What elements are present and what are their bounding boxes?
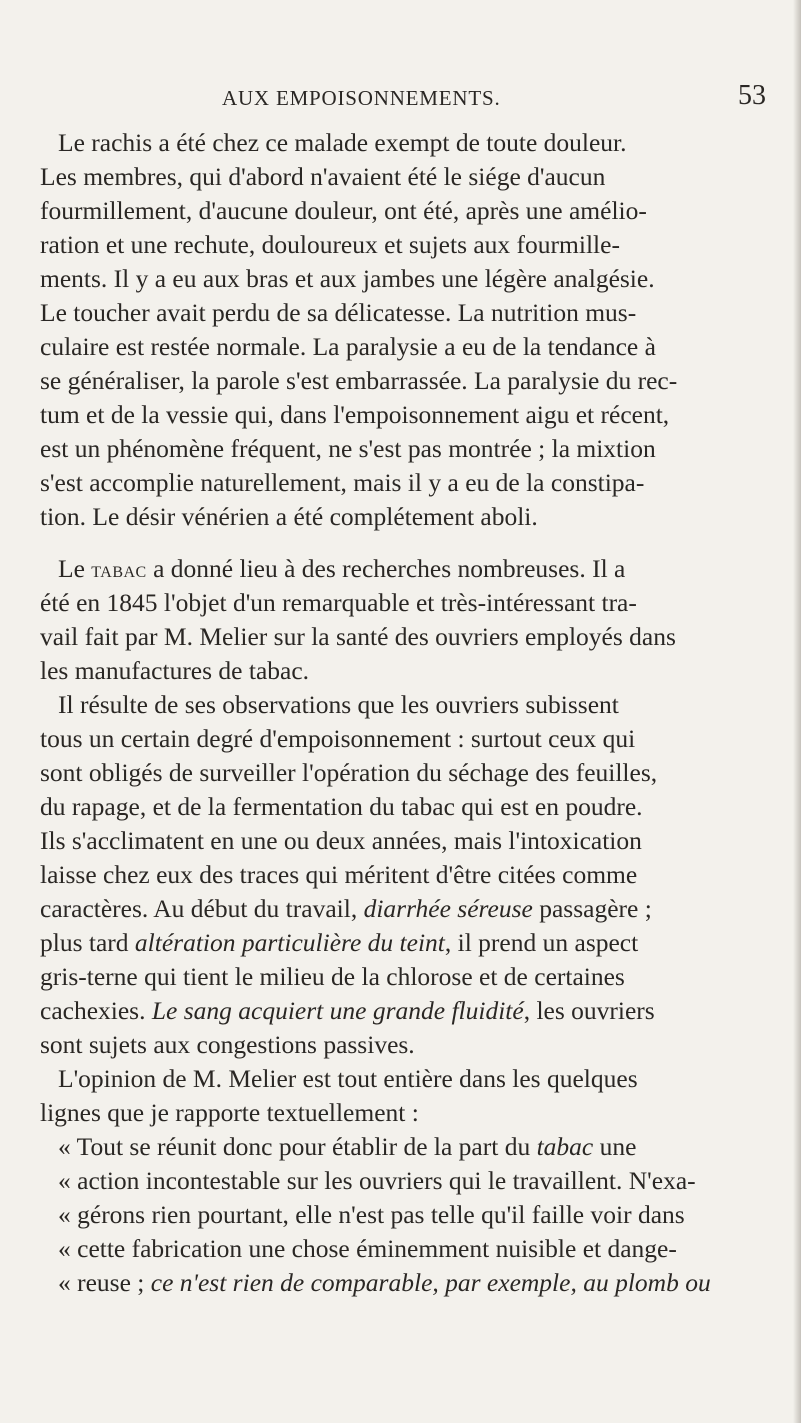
text-line: les manufactures de tabac. bbox=[40, 656, 310, 685]
page-number: 53 bbox=[738, 80, 766, 111]
italic-term: altération particulière du teint bbox=[134, 928, 445, 957]
text-line: tum et de la vessie qui, dans l'empoisonnement aigu et récent, bbox=[40, 400, 670, 429]
text-span: , les ouvriers bbox=[523, 996, 655, 1025]
text-line: vail fait par M. Melier sur la santé des ouvriers employés dans bbox=[40, 622, 676, 651]
text-line: L'opinion de M. Melier est tout entière dans les quelques bbox=[58, 1064, 638, 1093]
text-line: ration et une rechute, douloureux et sujets aux fourmille- bbox=[40, 230, 620, 259]
text-span: plus tard bbox=[40, 928, 135, 957]
text-line: sont sujets aux congestions passives. bbox=[40, 1030, 415, 1059]
text-line: tion. Le désir vénérien a été complétement aboli. bbox=[40, 502, 538, 531]
text-line bbox=[58, 1266, 711, 1300]
text-line: ments. Il y a eu aux bras et aux jambes une légère analgésie. bbox=[40, 264, 655, 293]
page-edge-shadow bbox=[793, 0, 801, 1423]
text-line: culaire est restée normale. La paralysie a eu de la tendance à bbox=[40, 332, 656, 361]
text-span: Le bbox=[58, 554, 92, 583]
text-line: Le toucher avait perdu de sa délicatesse. La nutrition mus- bbox=[40, 298, 637, 327]
text-line bbox=[58, 552, 625, 586]
italic-term: diarrhée séreuse bbox=[363, 894, 533, 923]
text-line: « action incontestable sur les ouvriers qui le travaillent. N'exa- bbox=[58, 1166, 696, 1195]
text-line: est un phénomène fréquent, ne s'est pas montrée ; la mixtion bbox=[40, 434, 656, 463]
text-span: , il prend un aspect bbox=[444, 928, 639, 957]
text-line: Le rachis a été chez ce malade exempt de toute douleur. bbox=[58, 128, 627, 157]
italic-term: tabac bbox=[536, 1132, 594, 1161]
text-line: laisse chez eux des traces qui méritent d'être citées comme bbox=[40, 860, 638, 889]
text-line: Il résulte de ses observations que les ouvriers subissent bbox=[58, 690, 619, 719]
text-line: fourmillement, d'aucune douleur, ont été, après une amélio- bbox=[40, 196, 647, 225]
text-line: du rapage, et de la fermentation du tabac qui est en poudre. bbox=[40, 792, 643, 821]
text-span: une bbox=[593, 1132, 637, 1161]
italic-term: Le sang acquiert une grande fluidité bbox=[151, 996, 524, 1025]
text-span: a donné lieu à des recherches nombreuses. Il a bbox=[146, 554, 626, 583]
text-line: été en 1845 l'objet d'un remarquable et très-intéressant tra- bbox=[40, 588, 637, 617]
text-line bbox=[58, 1130, 636, 1164]
text-line bbox=[40, 994, 655, 1028]
italic-term: ce n'est rien de comparable, par exemple, au plomb ou bbox=[150, 1268, 711, 1297]
text-line: « cette fabrication une chose éminemment nuisible et dange- bbox=[58, 1234, 677, 1263]
text-line: Ils s'acclimatent en une ou deux années, mais l'intoxication bbox=[40, 826, 642, 855]
text-line: s'est accomplie naturellement, mais il y a eu de la constipa- bbox=[40, 468, 645, 497]
text-line: se généraliser, la parole s'est embarrassée. La paralysie du rec- bbox=[40, 366, 678, 395]
text-line: Les membres, qui d'abord n'avaient été le siége d'aucun bbox=[40, 162, 606, 191]
small-caps-term: tabac bbox=[91, 557, 147, 582]
text-span: « Tout se réunit donc pour établir de la part du bbox=[58, 1132, 537, 1161]
text-span: cachexies. bbox=[40, 996, 152, 1025]
text-line bbox=[40, 892, 652, 926]
text-line: lignes que je rapporte textuellement : bbox=[40, 1098, 419, 1127]
text-span: passagère ; bbox=[532, 894, 652, 923]
text-span: caractères. Au début du travail, bbox=[40, 894, 364, 923]
text-span: « reuse ; bbox=[58, 1268, 151, 1297]
text-line: « gérons rien pourtant, elle n'est pas telle qu'il faille voir dans bbox=[58, 1200, 685, 1229]
text-line: tous un certain degré d'empoisonnement : surtout ceux qui bbox=[40, 724, 636, 753]
text-line: gris-terne qui tient le milieu de la chlorose et de certaines bbox=[40, 962, 625, 991]
text-line bbox=[40, 926, 638, 960]
text-line: sont obligés de surveiller l'opération du séchage des feuilles, bbox=[40, 758, 658, 787]
running-title: AUX EMPOISONNEMENTS. bbox=[222, 86, 501, 110]
